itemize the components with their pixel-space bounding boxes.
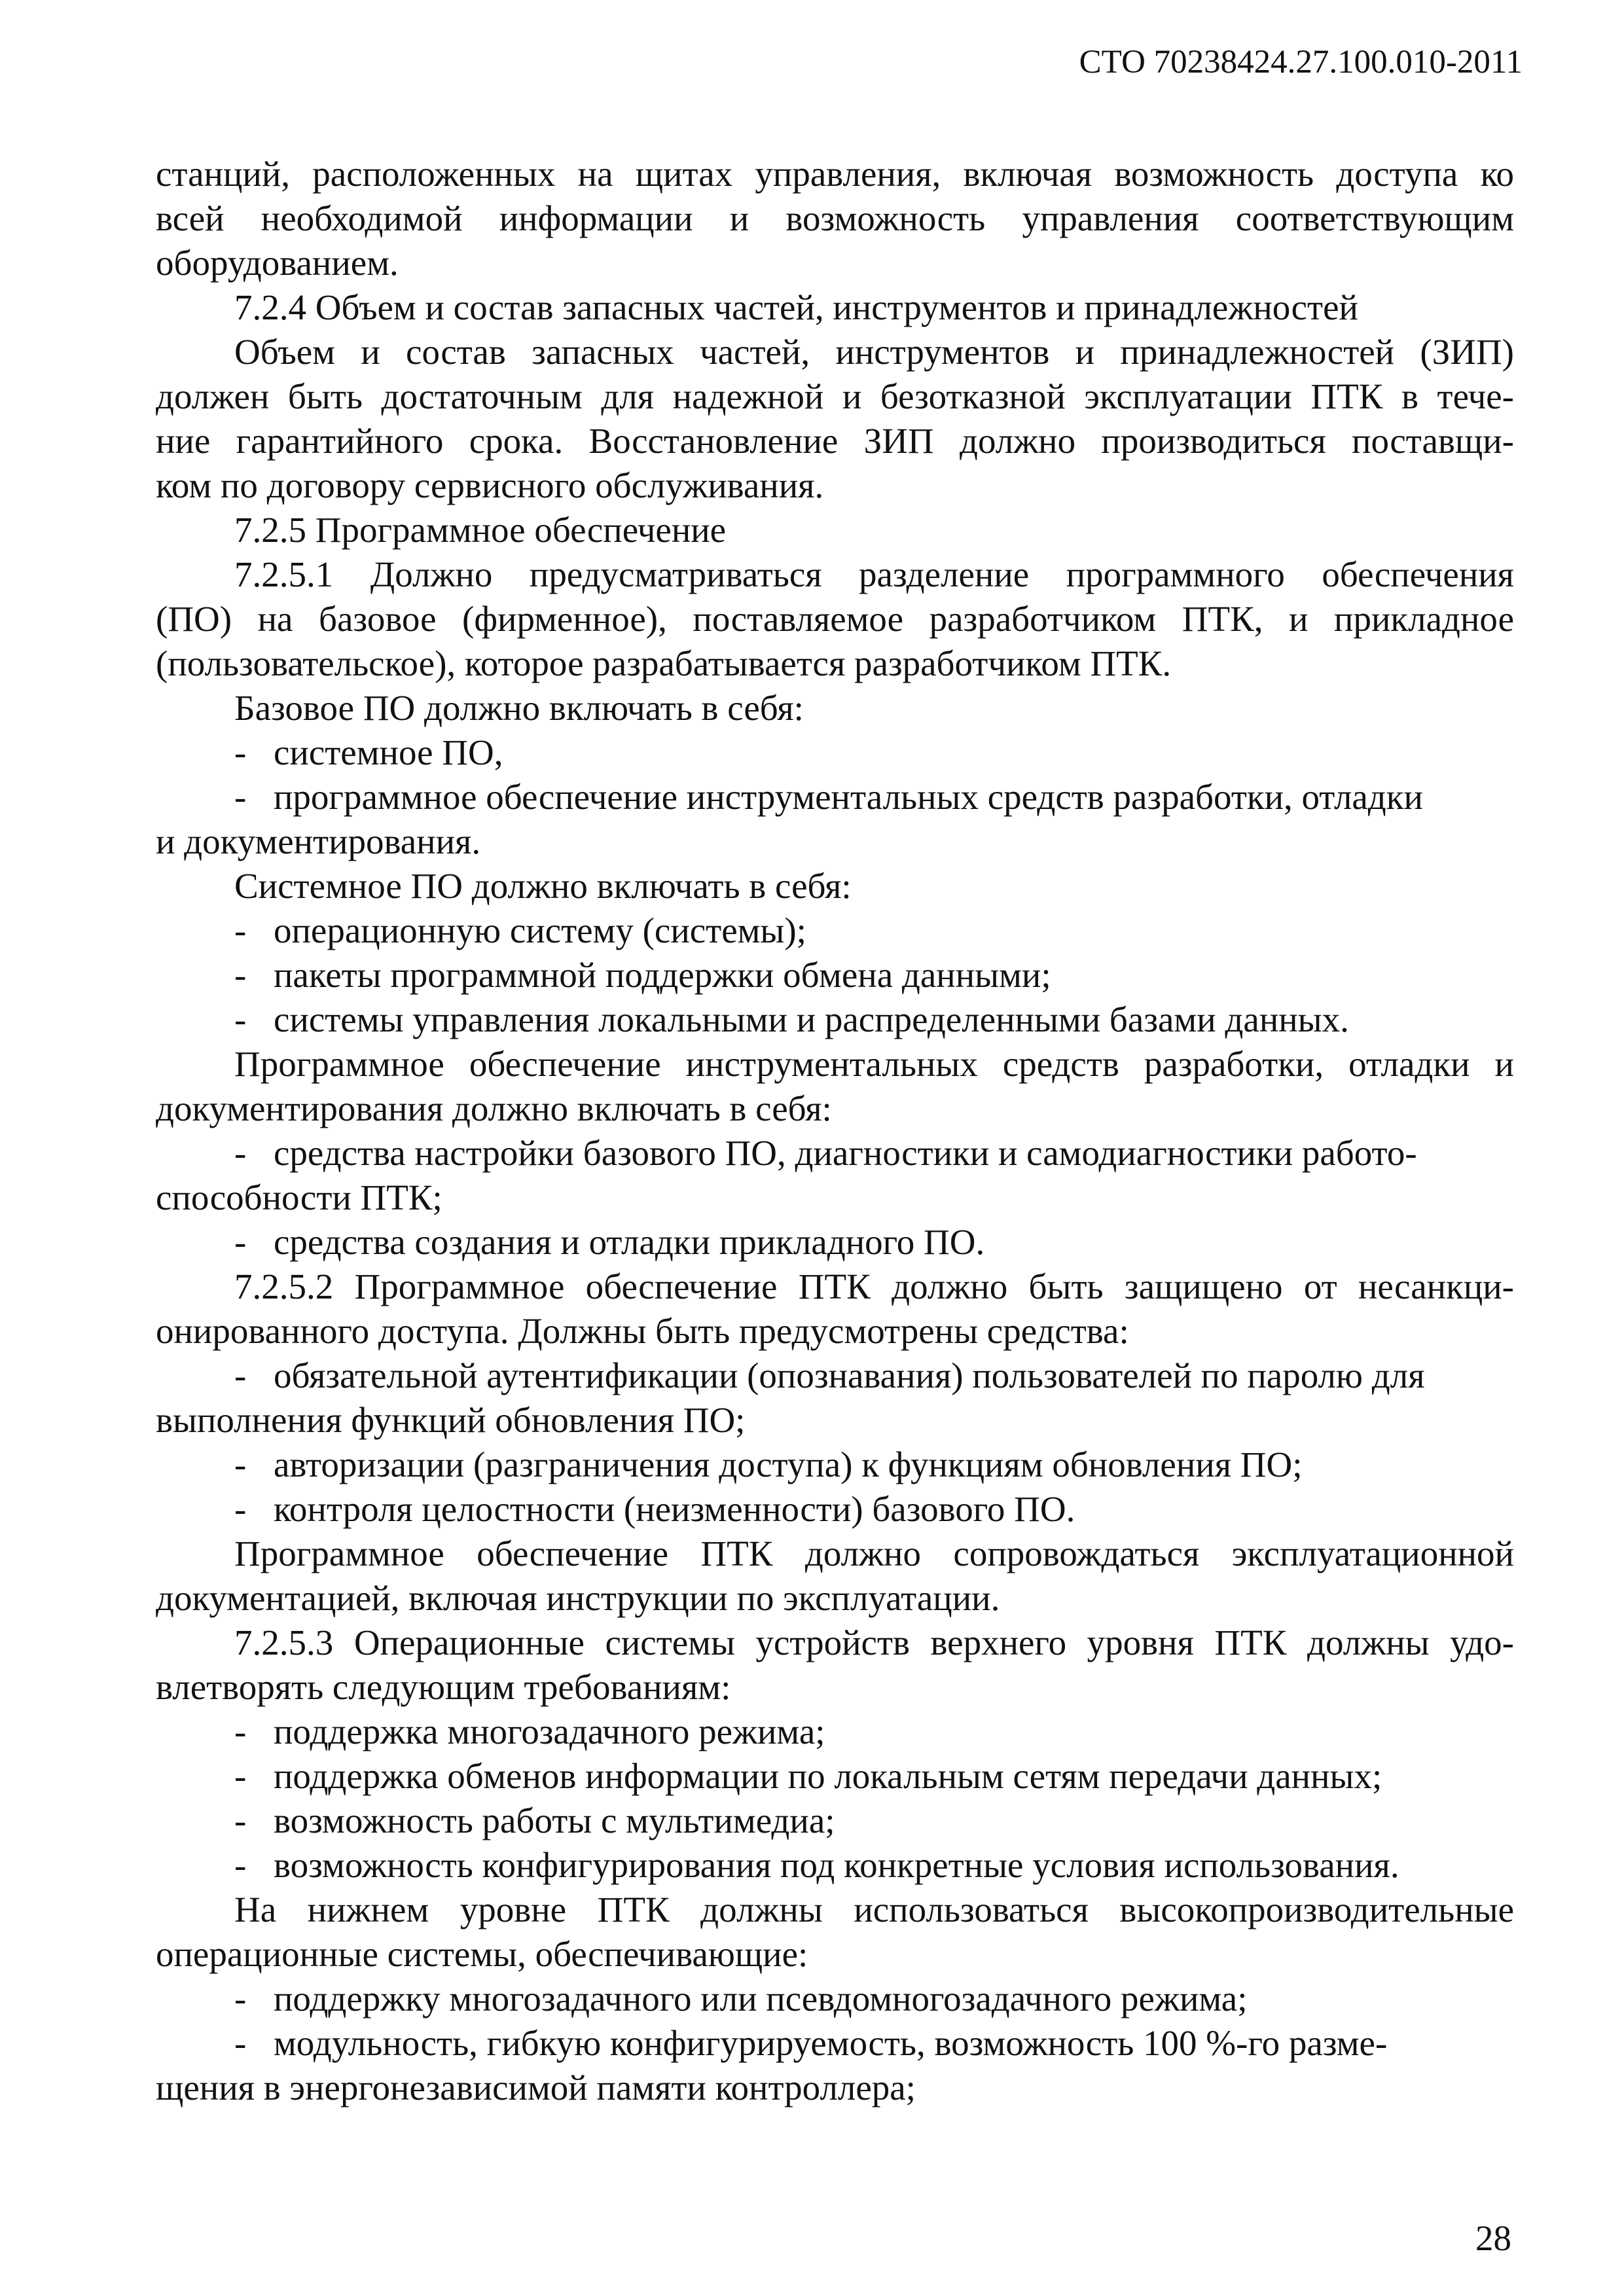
text-line: оборудованием. — [156, 243, 399, 283]
text-line: Программное обеспечение инструментальных средств разработки, отладки и — [234, 1044, 1514, 1084]
text-line: документирования должно включать в себя: — [156, 1088, 832, 1128]
text-line: ние гарантийного срока. Восстановление ЗИП должно производиться поставщи- — [156, 421, 1514, 461]
text-line: (пользовательское), которое разрабатывается разработчиком ПТК. — [156, 643, 1172, 683]
list-item-text: программное обеспечение инструментальных средств разработки, отладки — [274, 777, 1423, 817]
text-line: и документирования. — [156, 821, 481, 861]
text-line: 7.2.5.1 Должно предусматриваться разделение программного обеспечения — [234, 554, 1514, 594]
dash-marker: - — [234, 1756, 247, 1796]
dash-marker: - — [234, 1979, 247, 2018]
list-item-text: поддержка многозадачного режима; — [274, 1712, 825, 1751]
list-item-text: возможность работы с мультимедиа; — [274, 1801, 835, 1840]
text-line: операционные системы, обеспечивающие: — [156, 1934, 808, 1974]
dash-marker: - — [234, 1133, 247, 1173]
text-line: ком по договору сервисного обслуживания. — [156, 465, 824, 505]
list-item — [156, 1220, 1514, 1265]
list-item-text: авторизации (разграничения доступа) к функциям обновления ПО; — [274, 1444, 1303, 1484]
dash-marker: - — [234, 732, 247, 772]
list-item-text: пакеты программной поддержки обмена данными; — [274, 955, 1051, 995]
dash-marker: - — [234, 1801, 247, 1840]
dash-marker: - — [234, 999, 247, 1039]
text-line: станций, расположенных на щитах управления, включая возможность доступа ко — [156, 154, 1514, 194]
list-item — [156, 775, 1514, 819]
dash-marker: - — [234, 1845, 247, 1885]
list-item-text: средства настройки базового ПО, диагностики и самодиагностики работо- — [274, 1133, 1417, 1173]
page-number: 28 — [1475, 2218, 1511, 2258]
list-item-text: модульность, гибкую конфигурируемость, возможность 100 %-го разме- — [274, 2023, 1388, 2063]
dash-marker: - — [234, 777, 247, 817]
list-item — [156, 1710, 1514, 1754]
dash-marker: - — [234, 1444, 247, 1484]
list-item-text: системы управления локальными и распределенными базами данных. — [274, 999, 1349, 1039]
dash-marker: - — [234, 1489, 247, 1529]
text-line: 7.2.5.2 Программное обеспечение ПТК должно быть защищено от несанкци- — [234, 1266, 1514, 1306]
text-line: щения в энергонезависимой памяти контроллера; — [156, 2068, 916, 2108]
list-item — [156, 1843, 1514, 1888]
list-item — [156, 2021, 1514, 2066]
dash-marker: - — [234, 1712, 247, 1751]
list-item — [156, 1131, 1514, 1175]
dash-marker: - — [234, 2023, 247, 2063]
list-item — [156, 1354, 1514, 1398]
text-line: Объем и состав запасных частей, инструментов и принадлежностей (ЗИП) — [234, 332, 1514, 372]
list-item-text: системное ПО, — [274, 732, 503, 772]
list-item-text: обязательной аутентификации (опознавания) пользователей по паролю для — [274, 1355, 1425, 1395]
list-item — [156, 997, 1514, 1042]
text-line: Базовое ПО должно включать в себя: — [234, 688, 804, 728]
list-item — [156, 1977, 1514, 2021]
text-line: Программное обеспечение ПТК должно сопровождаться эксплуатационной — [234, 1534, 1514, 1573]
text-line: Системное ПО должно включать в себя: — [234, 866, 852, 906]
text-line: (ПО) на базовое (фирменное), поставляемое разработчиком ПТК, и прикладное — [156, 599, 1514, 639]
list-item-text: возможность конфигурирования под конкретные условия использования. — [274, 1845, 1399, 1885]
list-item-text: средства создания и отладки прикладного ПО. — [274, 1222, 985, 1262]
list-item — [156, 953, 1514, 997]
text-line: влетворять следующим требованиям: — [156, 1667, 731, 1707]
list-item — [156, 908, 1514, 953]
list-item — [156, 1443, 1514, 1487]
text-line: 7.2.5.3 Операционные системы устройств верхнего уровня ПТК должны удо- — [234, 1623, 1514, 1662]
list-item — [156, 1754, 1514, 1799]
text-line: онированного доступа. Должны быть предусмотрены средства: — [156, 1311, 1129, 1351]
list-item-text: контроля целостности (неизменности) базового ПО. — [274, 1489, 1075, 1529]
text-line: должен быть достаточным для надежной и безотказной эксплуатации ПТК в тече- — [156, 376, 1514, 416]
dash-marker: - — [234, 955, 247, 995]
text-line: документацией, включая инструкции по эксплуатации. — [156, 1578, 1000, 1618]
list-item-text: поддержку многозадачного или псевдомногозадачного режима; — [274, 1979, 1248, 2018]
text-line: На нижнем уровне ПТК должны использоваться высокопроизводительные — [234, 1890, 1514, 1929]
text-line: выполнения функций обновления ПО; — [156, 1400, 746, 1440]
dash-marker: - — [234, 1355, 247, 1395]
dash-marker: - — [234, 1222, 247, 1262]
document-body — [156, 152, 1514, 2110]
list-item-text: операционную систему (системы); — [274, 910, 806, 950]
dash-marker: - — [234, 910, 247, 950]
section-heading: 7.2.5 Программное обеспечение — [234, 510, 727, 550]
list-item — [156, 1487, 1514, 1532]
section-heading: 7.2.4 Объем и состав запасных частей, инструментов и принадлежностей — [234, 287, 1358, 327]
list-item-text: поддержка обменов информации по локальным сетям передачи данных; — [274, 1756, 1382, 1796]
list-item — [156, 730, 1514, 775]
text-line: всей необходимой информации и возможность управления соответствующим — [156, 198, 1514, 238]
text-line: способности ПТК; — [156, 1177, 442, 1217]
document-number: СТО 70238424.27.100.010-2011 — [1079, 44, 1523, 81]
list-item — [156, 1799, 1514, 1843]
